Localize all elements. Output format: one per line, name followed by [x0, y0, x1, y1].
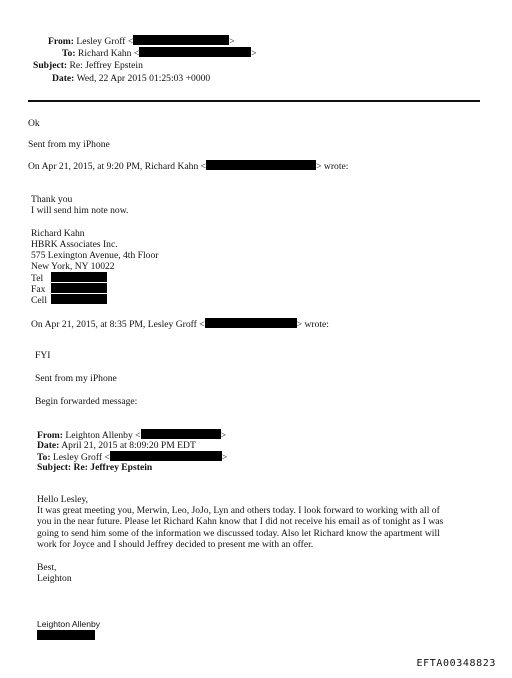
- header-date-label: Date:: [52, 73, 75, 84]
- signature-name: Leighton Allenby: [37, 619, 101, 629]
- body-line: It was great meeting you, Merwin, Leo, JoJo, Lyn and others today. I look forward to working with all of: [37, 505, 440, 516]
- quote-header: [31, 318, 329, 330]
- signature-company: HBRK Associates Inc.: [31, 239, 118, 250]
- fwd-to-value: Lesley Groff <: [52, 452, 110, 463]
- quote-prefix: On Apr 21, 2015, at 8:35 PM, Lesley Groff <: [31, 319, 205, 330]
- redaction-bar: [205, 318, 297, 328]
- bracket-close: >: [251, 48, 257, 59]
- header-subject-row: [33, 60, 143, 71]
- document-id: EFTA00348823: [416, 658, 496, 669]
- redaction-bar: [37, 630, 95, 640]
- header-divider: [28, 100, 480, 102]
- bracket-close: >: [220, 430, 226, 441]
- reply-text: Ok: [28, 118, 40, 129]
- fwd-to-label: To:: [37, 452, 51, 463]
- fwd-from-label: From:: [37, 430, 63, 441]
- fwd-date-label: Date:: [37, 440, 60, 451]
- fwd-from-value: Leighton Allenby <: [65, 430, 141, 441]
- body-line: going to send him some of the information we discussed today. Also let Richard know the apartment will: [37, 528, 440, 539]
- header-from-row: [48, 35, 235, 47]
- body-line: you in the near future. Please let Richard Kahn know that I did not receive his email as of tonight as I was: [37, 516, 444, 527]
- header-to-row: [62, 47, 257, 59]
- redaction-bar: [51, 294, 107, 304]
- bracket-close: >: [221, 452, 228, 463]
- tel-label: Tel: [31, 273, 44, 284]
- redaction-bar: [51, 272, 107, 282]
- header-date-row: [52, 73, 210, 84]
- forwarded-label: Begin forwarded message:: [35, 396, 138, 407]
- redaction-bar: [133, 35, 229, 45]
- fwd-subject-value: Re: Jeffrey Epstein: [73, 462, 153, 473]
- fwd-date-row: [37, 440, 196, 451]
- bracket-close: >: [229, 36, 235, 47]
- reply-line: I will send him note now.: [31, 205, 129, 216]
- header-to-label: To:: [62, 48, 76, 59]
- fwd-subject-label: Subject:: [37, 462, 72, 473]
- quote-suffix: > wrote:: [296, 319, 329, 330]
- quote-suffix: > wrote:: [316, 161, 349, 172]
- body-line: work for Joyce and I should Jeffrey decided to present me with an offer.: [37, 539, 314, 550]
- greeting: Hello Lesley,: [37, 494, 89, 505]
- fax-label: Fax: [31, 284, 46, 295]
- reply-line: Thank you: [31, 194, 73, 205]
- quote-prefix: On Apr 21, 2015, at 9:20 PM, Richard Kahn <: [28, 161, 207, 172]
- redaction-bar: [206, 160, 316, 170]
- cell-label: Cell: [31, 295, 47, 306]
- signature-name: Richard Kahn: [31, 228, 85, 239]
- fwd-subject-row: [37, 462, 152, 473]
- header-to-value: Richard Kahn <: [77, 48, 140, 59]
- redaction-bar: [110, 451, 222, 461]
- closing: Best,: [37, 562, 57, 573]
- signature-address: 575 Lexington Avenue, 4th Floor: [31, 250, 159, 261]
- header-subject-value: Re: Jeffrey Epstein: [69, 60, 143, 71]
- header-date-value: Wed, 22 Apr 2015 01:25:03 +0000: [76, 73, 211, 84]
- redaction-bar: [139, 47, 251, 57]
- sent-from-line: Sent from my iPhone: [35, 373, 117, 384]
- reply-text: FYI: [35, 350, 51, 361]
- redaction-bar: [141, 429, 221, 439]
- signature-address: New York, NY 10022: [31, 261, 115, 272]
- quote-header: [28, 160, 348, 172]
- header-from-label: From:: [48, 36, 74, 47]
- header-from-value: Lesley Groff <: [76, 36, 134, 47]
- signature-cell: [31, 294, 107, 306]
- header-subject-label: Subject:: [33, 60, 68, 71]
- sent-from-line: Sent from my iPhone: [28, 139, 110, 150]
- closing-name: Leighton: [37, 573, 72, 584]
- redaction-bar: [51, 283, 107, 293]
- fwd-date-value: April 21, 2015 at 8:09:20 PM EDT: [61, 440, 196, 451]
